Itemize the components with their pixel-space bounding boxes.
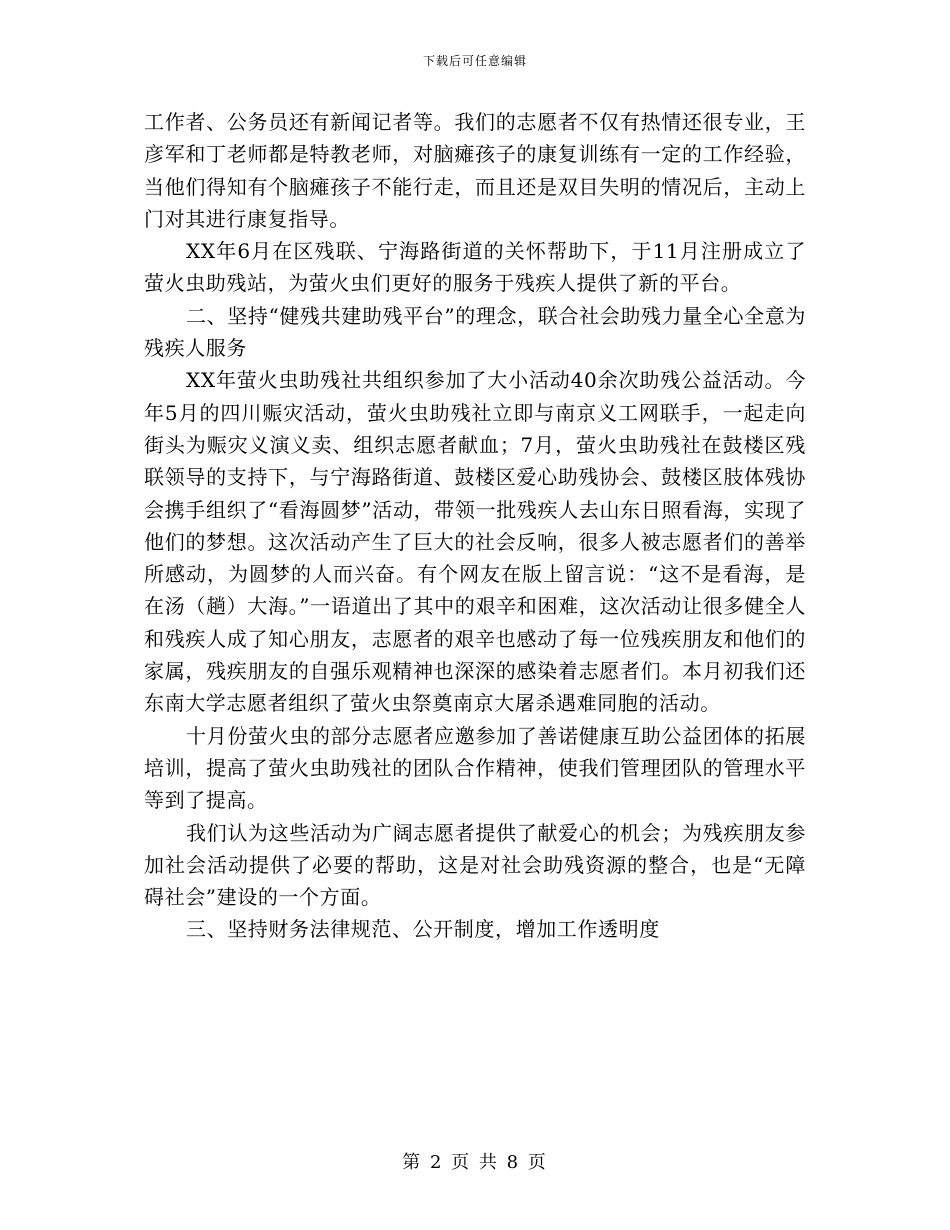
page-number-footer: 第 2 页 共 8 页 <box>402 1152 548 1173</box>
paragraph: XX年6月在区残联、宁海路街道的关怀帮助下，于11月注册成立了萤火虫助残站，为萤火虫们更好的服务于残疾人提供了新的平台。 <box>144 239 806 296</box>
document-body <box>144 106 806 946</box>
paragraph: XX年萤火虫助残社共组织参加了大小活动40余次助残公益活动。今年5月的四川赈灾活动，萤火虫助残社立即与南京义工网联手，一起走向街头为赈灾义演义卖、组织志愿者献血；7月，萤火虫助残社在鼓楼区残联领导的支持下，与宁海路街道、鼓楼区爱心助残协会、鼓楼区肢体残协会携手组织了“看海圆梦”活动，带领一批残疾人去山东日照看海，实现了他们的梦想。这次活动产生了巨大的社会反响，很多人被志愿者们的善举所感动，为圆梦的人而兴奋。有个网友在版上留言说：“这不是看海，是在汤（趟）大海。”一语道出了其中的艰辛和困难，这次活动让很多健全人和残疾人成了知心朋友，志愿者的艰辛也感动了每一位残疾朋友和他们的家属，残疾朋友的自强乐观精神也深深的感染着志愿者们。本月初我们还东南大学志愿者组织了萤火虫祭奠南京大屠杀遇难同胞的活动。 <box>144 368 806 716</box>
paragraph: 工作者、公务员还有新闻记者等。我们的志愿者不仅有热情还很专业，王彦军和丁老师都是特教老师，对脑瘫孩子的康复训练有一定的工作经验，当他们得知有个脑瘫孩子不能行走，而且还是双目失明的情况后，主动上门对其进行康复指导。 <box>144 110 806 231</box>
section-heading: 三、坚持财务法律规范、公开制度，增加工作透明度 <box>186 917 660 942</box>
paragraph: 十月份萤火虫的部分志愿者应邀参加了善诺健康互助公益团体的拓展培训，提高了萤火虫助残社的团队合作精神，使我们管理团队的管理水平等到了提高。 <box>144 723 806 813</box>
header-note: 下载后可任意编辑 <box>422 54 527 68</box>
paragraph: 我们认为这些活动为广阔志愿者提供了献爱心的机会；为残疾朋友参加社会活动提供了必要的帮助，这是对社会助残资源的整合，也是“无障碍社会”建设的一个方面。 <box>144 820 806 910</box>
section-heading: 二、坚持“健残共建助残平台”的理念，联合社会助残力量全心全意为残疾人服务 <box>144 303 806 361</box>
